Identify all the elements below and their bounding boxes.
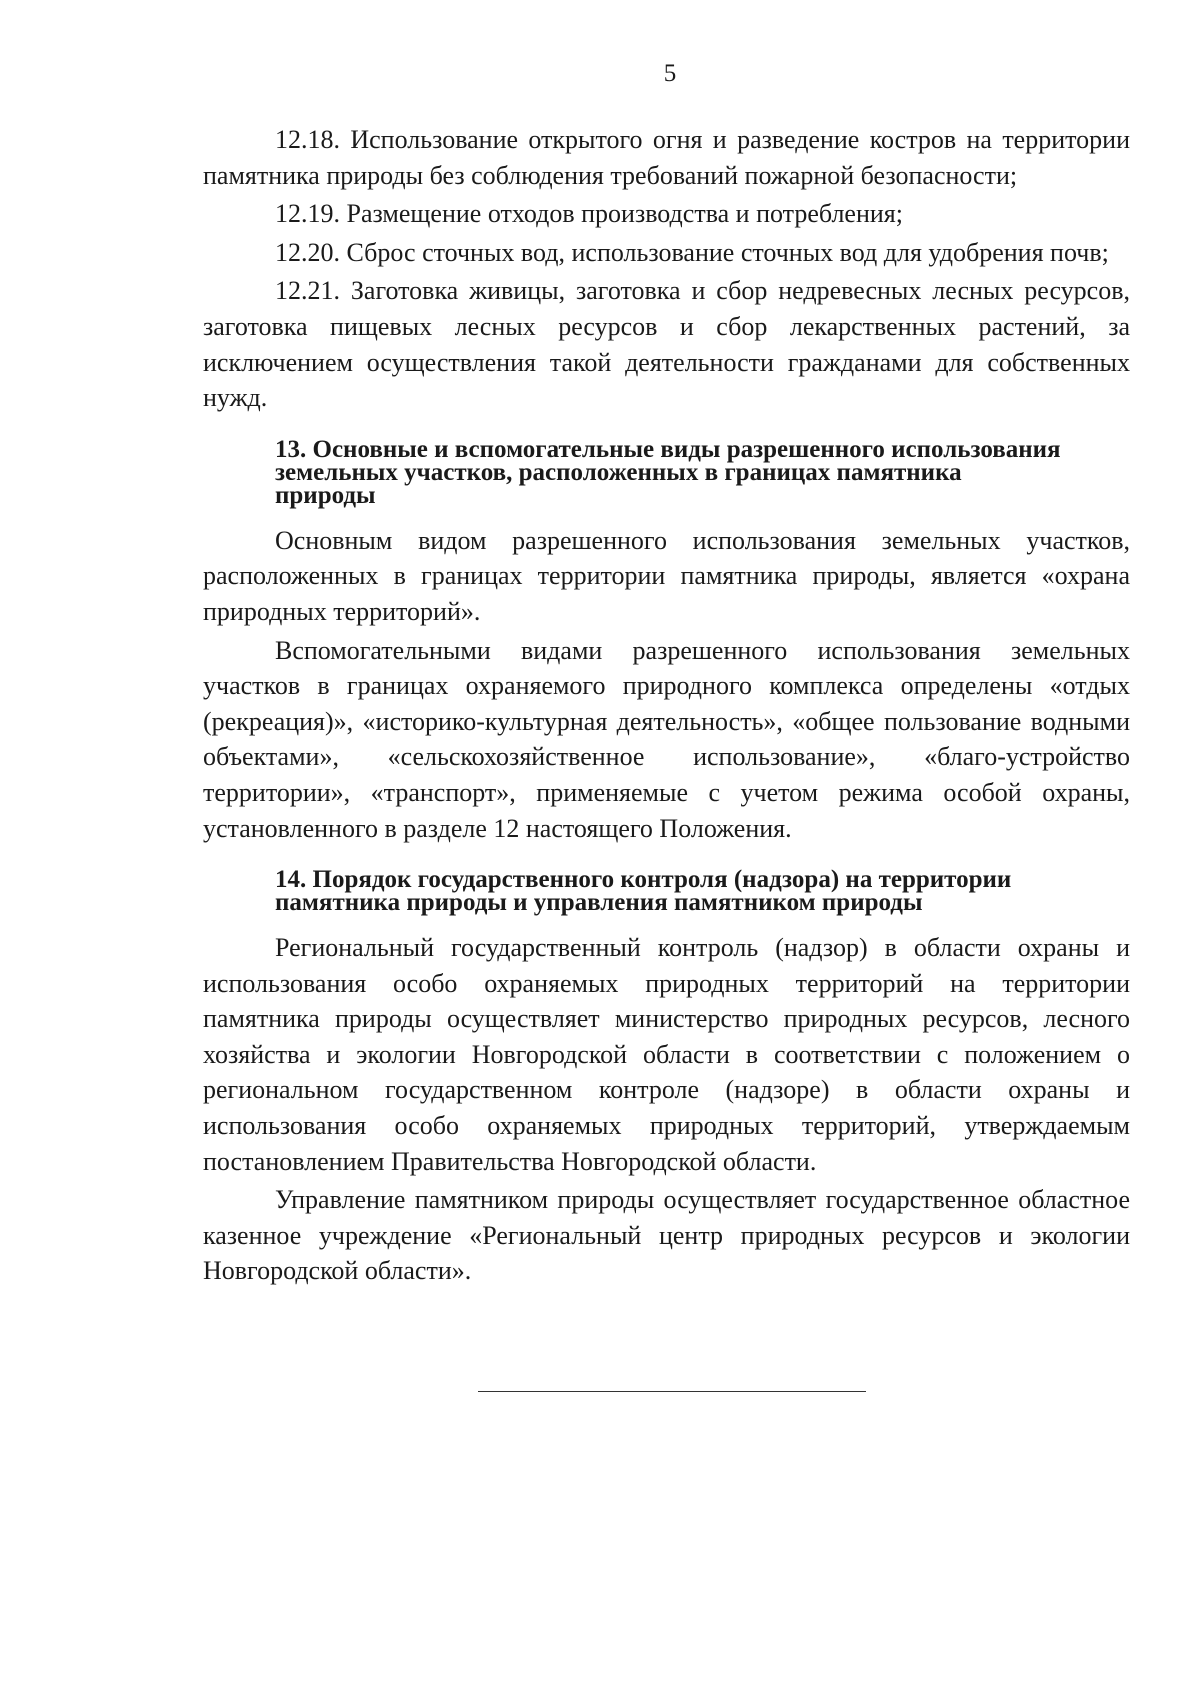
section-13-paragraph-1: Основным видом разрешенного использования земельных участков, расположенных в границах территории памятника природы, является «охрана природных территорий». — [203, 525, 1130, 626]
page-number: 5 — [663, 60, 677, 87]
section-13-heading — [239, 435, 1130, 509]
section-14-paragraph-1: Региональный государственный контроль (надзор) в области охраны и использования особо охраняемых природных территорий на территории памятника природы осуществляет министерство природных ресурсов, лесного хозяйства и экологии Новгородской области в соответствии с положением о региональном государственном контроле (надзоре) в области охраны и использования особо охраняемых природных территорий, утверждаемым постановлением Правительства Новгородской области. — [203, 933, 1130, 1176]
document-body — [203, 122, 1130, 1289]
item-12-19: 12.19. Размещение отходов производства и потребления; — [275, 199, 903, 229]
item-12-20: 12.20. Сброс сточных вод, использование сточных вод для удобрения почв; — [275, 237, 1109, 267]
end-of-document-rule — [478, 1391, 866, 1392]
section-13-heading-line-3: природы — [275, 481, 376, 509]
section-13-heading-line-1: 13. Основные и вспомогательные виды разрешенного использования — [275, 435, 1061, 463]
section-14-paragraph-2: Управление памятником природы осуществляет государственное областное казенное учреждение «Региональный центр природных ресурсов и экологии Новгородской области». — [203, 1185, 1130, 1286]
section-14-heading — [239, 866, 1130, 917]
section-14-heading-line-2: памятника природы и управления памятником природы — [275, 889, 923, 917]
item-12-21: 12.21. Заготовка живицы, заготовка и сбор недревесных лесных ресурсов, заготовка пищевых лесных ресурсов и сбор лекарственных растений, за исключением осуществления такой деятельности гражданами для собственных нужд. — [203, 276, 1130, 413]
item-12-18: 12.18. Использование открытого огня и разведение костров на территории памятника природы без соблюдения требований пожарной безопасности; — [203, 125, 1130, 190]
section-14-heading-line-1: 14. Порядок государственного контроля (надзора) на территории — [275, 866, 1012, 894]
section-13-heading-line-2: земельных участков, расположенных в границах памятника — [275, 458, 962, 486]
section-13-paragraph-2: Вспомогательными видами разрешенного использования земельных участков в границах охраняемого природного комплекса определены «отдых (рекреация)», «историко-культурная деятельность», «общее пользование водными объектами», «сельскохозяйственное использование», «благо-устройство территории», «транспорт», применяемые с учетом режима особой охраны, установленного в разделе 12 настоящего Положения. — [203, 635, 1130, 843]
